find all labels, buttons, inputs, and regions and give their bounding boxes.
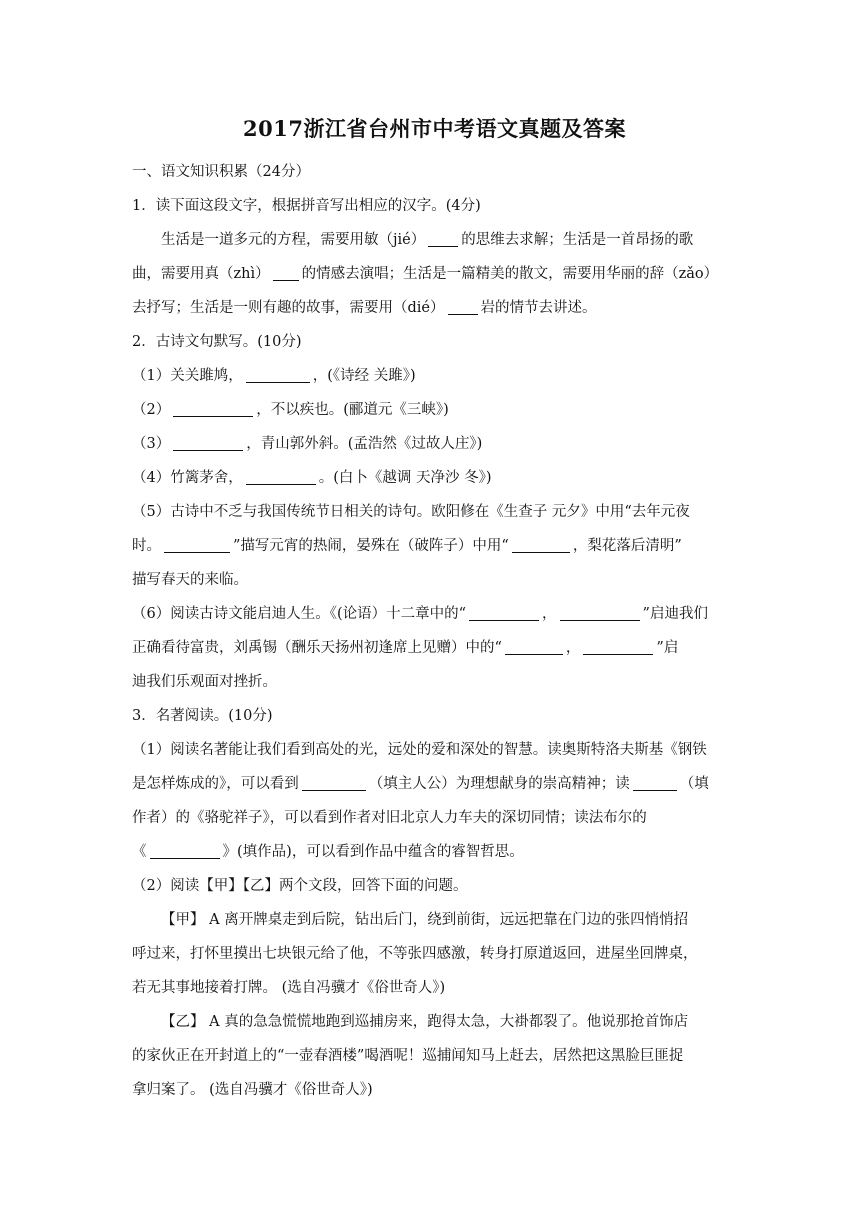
answer-blank[interactable] <box>583 640 653 656</box>
passage-yi-line: 拿归案了。 (选自冯骥才《俗世奇人》) <box>132 1082 373 1098</box>
answer-blank[interactable] <box>633 776 677 792</box>
question-2-heading: 2．古诗文句默写。(10分) <box>132 334 302 350</box>
poem-item: （1）关关雎鸠， ，(《诗经 关雎》) <box>132 368 416 384</box>
question-1-text-line: 生活是一道多元的方程，需要用敏（jié） 的思维去求解；生活是一首昂扬的歌 <box>161 232 694 248</box>
poem-item: （6）阅读古诗文能启迪人生。《(论语）十二章中的“ ， ”启迪我们 <box>132 606 708 622</box>
poem-item: （2） ，不以疾也。(郦道元《三峡》) <box>132 402 449 418</box>
poem-item: （3） ，青山郭外斜。(孟浩然《过故人庄》) <box>132 436 483 452</box>
passage-yi-line: 【乙】 A 真的急急慌慌地跑到巡捕房来，跑得太急，大褂都裂了。他说那抢首饰店 <box>161 1014 689 1030</box>
answer-blank[interactable] <box>173 436 243 452</box>
question-1-heading: 1．读下面这段文字，根据拼音写出相应的汉字。(4分) <box>132 198 481 214</box>
document-title: 2017浙江省台州市中考语文真题及答案 <box>243 116 626 141</box>
answer-blank[interactable] <box>150 844 220 860</box>
answer-blank[interactable] <box>448 300 478 316</box>
section-heading: 一、语文知识积累（24分） <box>132 164 310 180</box>
answer-blank[interactable] <box>428 232 458 248</box>
answer-blank[interactable] <box>512 538 570 554</box>
answer-blank[interactable] <box>505 640 563 656</box>
question-3-heading: 3．名著阅读。(10分) <box>132 708 273 724</box>
poem-item: （5）古诗中不乏与我国传统节日相关的诗句。欧阳修在《生查子 元夕》中用“去年元夜 <box>132 504 690 520</box>
reading-item: （2）阅读【甲】【乙】两个文段，回答下面的问题。 <box>132 878 468 894</box>
reading-item: 作者）的《骆驼祥子》，可以看到作者对旧北京人力车夫的深切同情；读法布尔的 <box>132 810 647 826</box>
passage-yi-line: 的家伙正在开封道上的“一壶春酒楼”喝酒呢！巡捕闻知马上赶去，居然把这黑脸巨匪捉 <box>132 1048 684 1064</box>
question-1-text-line: 去抒写；生活是一则有趣的故事，需要用（dié） 岩的情节去讲述。 <box>132 300 597 316</box>
poem-item: （4）竹篱茅舍， 。(白卜《越调 天净沙 冬》) <box>132 470 492 486</box>
passage-jia-line: 【甲】 A 离开牌桌走到后院，钻出后门，绕到前街，远远把靠在门边的张四悄悄招 <box>161 912 689 928</box>
answer-blank[interactable] <box>164 538 230 554</box>
poem-item: 时。 ”描写元宵的热闹，晏殊在（破阵子）中用“ ，梨花落后清明” <box>132 538 682 554</box>
answer-blank[interactable] <box>246 368 310 384</box>
passage-jia-line: 呼过来，打怀里摸出七块银元给了他，不等张四感激，转身打原道返回，进屋坐回牌桌， <box>132 946 698 962</box>
answer-blank[interactable] <box>246 470 316 486</box>
answer-blank[interactable] <box>469 606 539 622</box>
reading-item: （1）阅读名著能让我们看到高处的光，远处的爱和深处的智慧。读奥斯特洛夫斯基《钢铁 <box>132 742 707 758</box>
answer-blank[interactable] <box>273 266 299 282</box>
answer-blank[interactable] <box>302 776 366 792</box>
answer-blank[interactable] <box>173 402 253 418</box>
poem-item: 描写春天的来临。 <box>132 572 248 588</box>
passage-jia-line: 若无其事地接着打牌。 (选自冯骥才《俗世奇人》) <box>132 980 446 996</box>
poem-item: 迪我们乐观面对挫折。 <box>132 674 277 690</box>
reading-item: 是怎样炼成的》，可以看到 （填主人公）为理想献身的崇高精神；读 （填 <box>132 776 709 792</box>
answer-blank[interactable] <box>560 606 640 622</box>
reading-item: 《 》(填作品)，可以看到作品中蕴含的睿智哲思。 <box>132 844 524 860</box>
question-1-text-line: 曲，需要用真（zhì） 的情感去演唱；生活是一篇精美的散文，需要用华丽的辞（zǎo） <box>132 266 719 282</box>
poem-item: 正确看待富贵，刘禹锡（酬乐天扬州初逢席上见赠）中的“ ， ”启 <box>132 640 679 656</box>
